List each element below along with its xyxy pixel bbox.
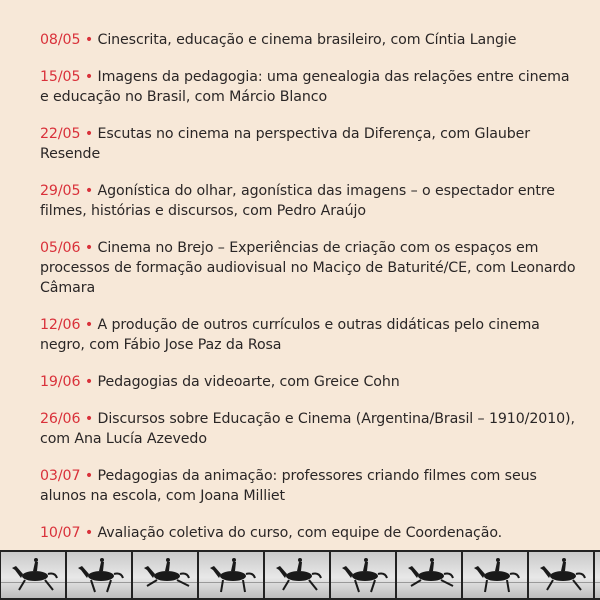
film-frame xyxy=(331,552,395,598)
horse-rider-icon xyxy=(199,552,263,598)
bullet: • xyxy=(84,240,94,256)
session-date: 10/07 xyxy=(40,525,81,541)
bullet: • xyxy=(84,69,94,85)
schedule-entry xyxy=(40,315,580,355)
session-description: Discursos sobre Educação e Cinema (Argentina/Brasil – 1910/2010), com Ana Lucía Azevedo xyxy=(40,411,575,447)
bullet: • xyxy=(84,183,94,199)
film-frame xyxy=(265,552,329,598)
schedule-entry xyxy=(40,30,580,50)
session-date: 03/07 xyxy=(40,468,81,484)
bullet: • xyxy=(84,32,94,48)
schedule-entry xyxy=(40,181,580,221)
horse-rider-icon xyxy=(133,552,197,598)
schedule-entry xyxy=(40,238,580,298)
schedule-entry xyxy=(40,372,580,392)
bullet: • xyxy=(84,126,94,142)
horse-rider-icon xyxy=(1,552,65,598)
film-frame xyxy=(529,552,593,598)
session-date: 19/06 xyxy=(40,374,81,390)
schedule-entry xyxy=(40,466,580,506)
session-date: 22/05 xyxy=(40,126,81,142)
horse-rider-icon xyxy=(463,552,527,598)
schedule-entry xyxy=(40,523,580,543)
session-date: 12/06 xyxy=(40,317,81,333)
session-description: Cinema no Brejo – Experiências de criação com os espaços em processos de formação audiovisual no Maciço de Baturité/CE, com Leonardo Câmara xyxy=(40,240,576,296)
film-frame xyxy=(199,552,263,598)
bullet: • xyxy=(84,411,94,427)
session-description: Imagens da pedagogia: uma genealogia das relações entre cinema e educação no Brasil, com Márcio Blanco xyxy=(40,69,570,105)
schedule-entry xyxy=(40,67,580,107)
session-description: Avaliação coletiva do curso, com equipe de Coordenação. xyxy=(97,525,503,541)
bullet: • xyxy=(84,468,94,484)
schedule-entry xyxy=(40,124,580,164)
session-description: A produção de outros currículos e outras didáticas pelo cinema negro, com Fábio Jose Paz da Rosa xyxy=(40,317,540,353)
horse-rider-icon xyxy=(397,552,461,598)
film-frame xyxy=(67,552,131,598)
horse-rider-icon xyxy=(331,552,395,598)
session-date: 26/06 xyxy=(40,411,81,427)
bullet: • xyxy=(84,317,94,333)
film-frame xyxy=(133,552,197,598)
session-date: 05/06 xyxy=(40,240,81,256)
session-description: Cinescrita, educação e cinema brasileiro, com Cíntia Langie xyxy=(97,32,517,48)
schedule-entry xyxy=(40,409,580,449)
course-schedule xyxy=(40,30,580,560)
session-date: 29/05 xyxy=(40,183,81,199)
film-frame xyxy=(1,552,65,598)
horse-motion-filmstrip xyxy=(0,550,600,600)
horse-rider-icon xyxy=(529,552,593,598)
session-date: 08/05 xyxy=(40,32,81,48)
session-description: Pedagogias da videoarte, com Greice Cohn xyxy=(97,374,400,390)
bullet: • xyxy=(84,374,94,390)
session-description: Agonística do olhar, agonística das imagens – o espectador entre filmes, histórias e discursos, com Pedro Araújo xyxy=(40,183,555,219)
bullet: • xyxy=(84,525,94,541)
session-description: Escutas no cinema na perspectiva da Diferença, com Glauber Resende xyxy=(40,126,531,162)
film-frame xyxy=(595,552,600,598)
horse-rider-icon xyxy=(595,552,600,598)
film-frame xyxy=(397,552,461,598)
horse-rider-icon xyxy=(265,552,329,598)
session-date: 15/05 xyxy=(40,69,81,85)
horse-rider-icon xyxy=(67,552,131,598)
film-frame xyxy=(463,552,527,598)
session-description: Pedagogias da animação: professores criando filmes com seus alunos na escola, com Joana Milliet xyxy=(40,468,537,504)
